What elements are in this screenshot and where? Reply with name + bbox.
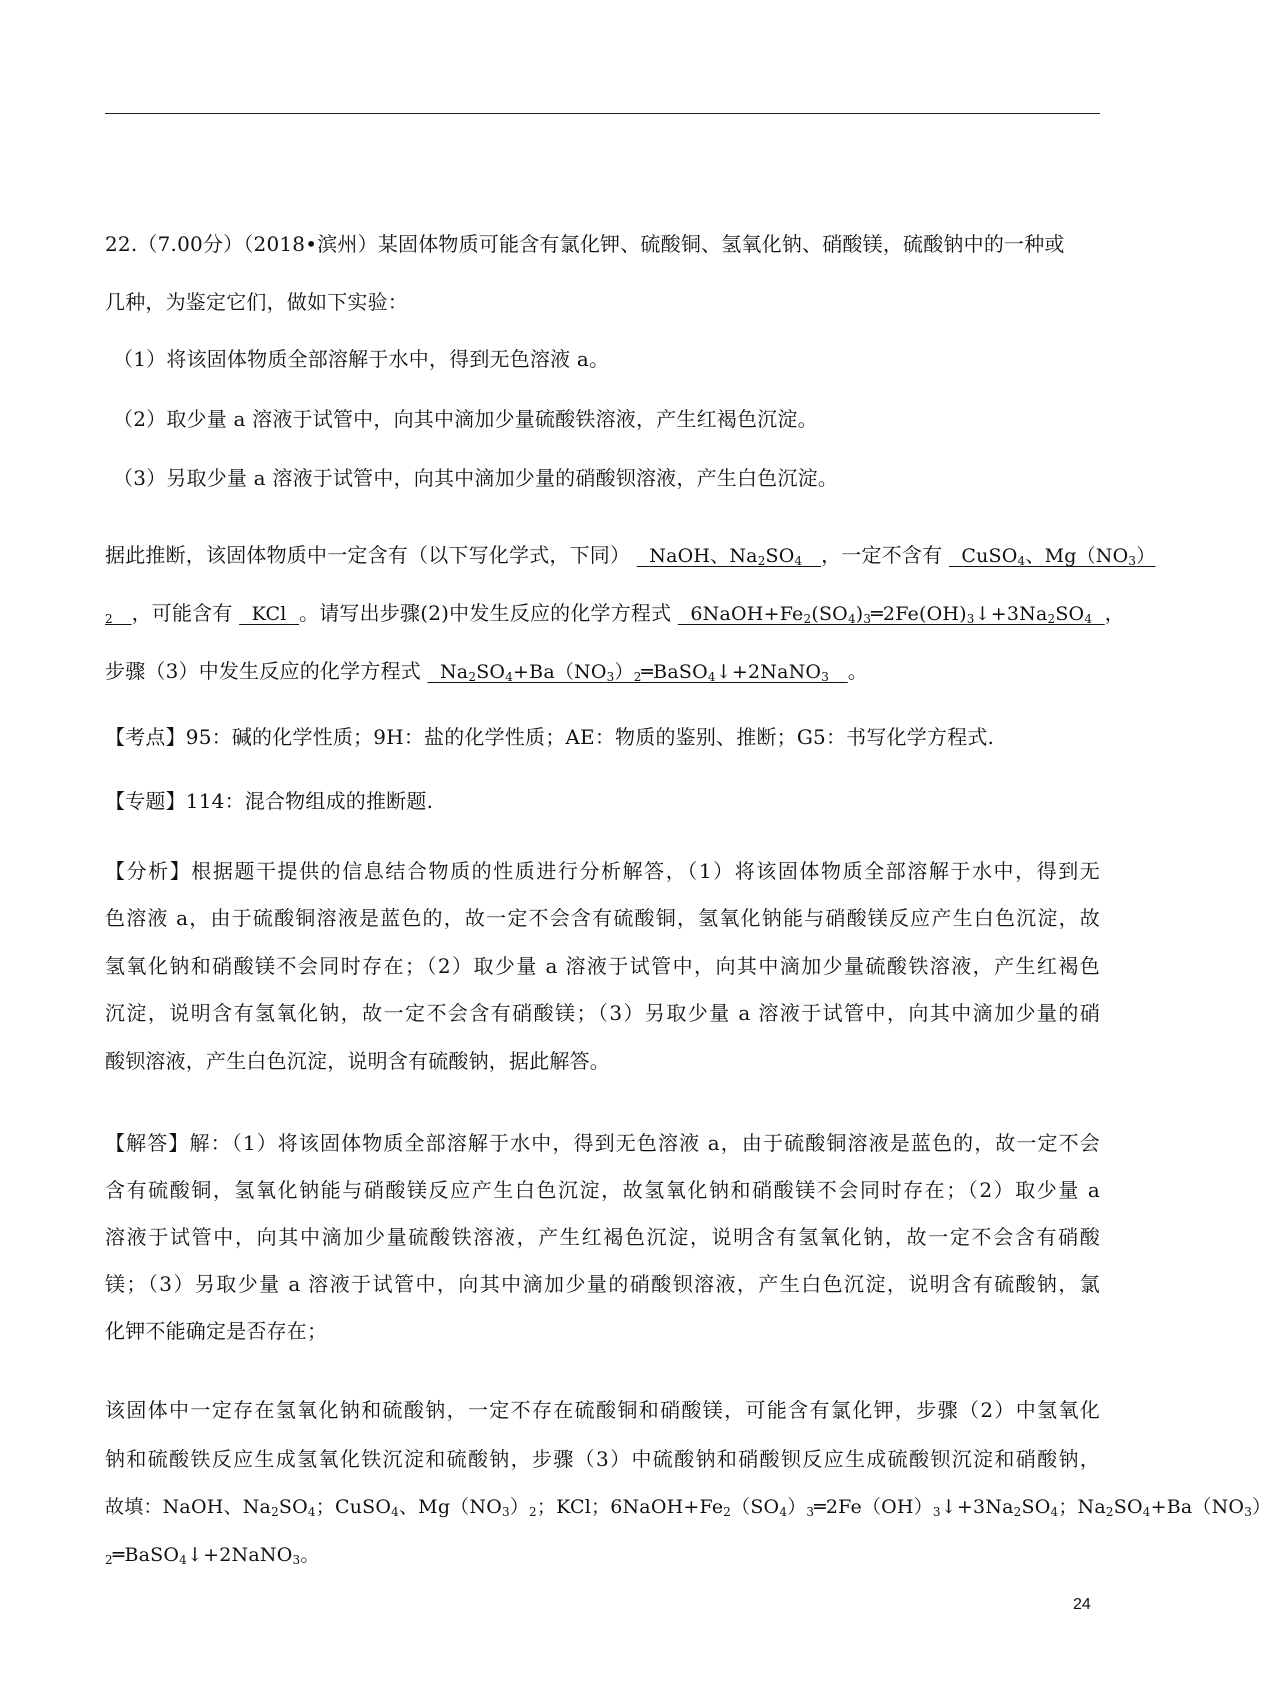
answer-possibly-contains: KCl	[251, 603, 287, 625]
question-step-1: （1）将该固体物质全部溶解于水中，得到无色溶液 a。	[113, 347, 610, 371]
inference-text: 据此推断，该固体物质中一定含有（以下写化学式，下同）	[105, 543, 631, 567]
answer-equation-step-2: $6NaOH+Fe_2(SO_4)_3═2Fe(OH)_3↓+3Na_2SO_4$	[690, 603, 1093, 626]
solution-line-4: 镁；（3）另取少量 a 溶液于试管中，向其中滴加少量的硝酸钡溶液，产生白色沉淀，说明含有硫酸钠，氯	[105, 1272, 1100, 1296]
analysis-line-5: 酸钡溶液，产生白色沉淀，说明含有硫酸钠，据此解答。	[105, 1049, 610, 1073]
kaodian-line: 【考点】95：碱的化学性质；9H：盐的化学性质；AE：物质的鉴别、推断；G5：书写化学方程式.	[105, 725, 995, 749]
answer-equation-step-3: $Na_2SO_4+Ba(NO_3)_2═BaSO_4↓+2NaNO_3$	[439, 661, 830, 684]
inference-text: 。请写出步骤(2)中发生反应的化学方程式	[299, 601, 672, 625]
question-step-2: （2）取少量 a 溶液于试管中，向其中滴加少量硫酸铁溶液，产生红褐色沉淀。	[113, 407, 818, 431]
question-stem-line-1: 22.（7.00分）（2018•滨州）某固体物质可能含有氯化钾、硫酸铜、氢氧化钠、硝酸镁，硫酸钠中的一种或	[105, 232, 1065, 256]
inference-text: 。	[847, 659, 868, 683]
inference-line-3	[105, 656, 1100, 687]
page-number: 24	[1073, 1596, 1091, 1613]
inference-line-2	[105, 598, 1125, 629]
inference-text: ，	[1104, 601, 1125, 625]
solution-line-3: 溶液于试管中，向其中滴加少量硫酸铁溶液，产生红褐色沉淀，说明含有氢氧化钠，故一定不会含有硝酸	[105, 1225, 1100, 1249]
fill-answer-line-2: $_2$═BaSO$_4$↓+2NaNO$_3$。	[105, 1544, 320, 1567]
fill-answer-line-1: 故填：NaOH、$Na_2SO_4$；CuSO$_4$、$Mg(NO_3)_2$；KCl；$6NaOH+Fe_2(SO_4)_3═2Fe(OH)_3↓+3Na_2SO_4$；$Na_2SO_4+Ba(NO_3)$	[105, 1496, 1271, 1519]
solution-line-2: 含有硫酸铜，氢氧化钠能与硝酸镁反应产生白色沉淀，故氢氧化钠和硝酸镁不会同时存在；（2）取少量 a	[105, 1178, 1100, 1202]
solution-line-5: 化钾不能确定是否存在；	[105, 1319, 328, 1343]
inference-text: 步骤（3）中发生反应的化学方程式	[105, 659, 421, 683]
answer-definitely-contains: NaOH、$Na_2SO_4$	[649, 545, 803, 568]
question-stem-line-2: 几种，为鉴定它们，做如下实验：	[105, 290, 408, 314]
conclusion-line-2: 钠和硫酸铁反应生成氢氧化铁沉淀和硫酸钠，步骤（3）中硫酸钠和硝酸钡反应生成硫酸钡沉淀和硝酸钠，	[105, 1447, 1100, 1471]
analysis-line-1: 【分析】根据题干提供的信息结合物质的性质进行分析解答，（1）将该固体物质全部溶解于水中，得到无	[105, 859, 1100, 883]
inference-line-1	[105, 540, 1156, 571]
solution-line-1: 【解答】解：（1）将该固体物质全部溶解于水中，得到无色溶液 a，由于硫酸铜溶液是蓝色的，故一定不会	[105, 1131, 1100, 1155]
analysis-line-4: 沉淀，说明含有氢氧化钠，故一定不会含有硝酸镁；（3）另取少量 a 溶液于试管中，向其中滴加少量的硝	[105, 1001, 1100, 1025]
answer-definitely-not-contains: CuSO$_4$、$Mg(NO_3)$	[961, 545, 1156, 568]
analysis-line-3: 氢氧化钠和硝酸镁不会同时存在；（2）取少量 a 溶液于试管中，向其中滴加少量硫酸铁溶液，产生红褐色	[105, 954, 1100, 978]
inference-text: ，一定不含有	[821, 543, 943, 567]
inference-text: ，可能含有	[131, 601, 233, 625]
zhuanti-line: 【专题】114：混合物组成的推断题.	[105, 789, 434, 813]
conclusion-line-1: 该固体中一定存在氢氧化钠和硫酸钠，一定不存在硫酸铜和硝酸镁，可能含有氯化钾，步骤（2）中氢氧化	[105, 1398, 1100, 1422]
analysis-line-2: 色溶液 a，由于硫酸铜溶液是蓝色的，故一定不会含有硫酸铜，氢氧化钠能与硝酸镁反应产生白色沉淀，故	[105, 906, 1100, 930]
question-step-3: （3）另取少量 a 溶液于试管中，向其中滴加少量的硝酸钡溶液，产生白色沉淀。	[113, 466, 838, 490]
answer-definitely-not-contains-cont: 2	[105, 612, 113, 626]
header-rule	[105, 113, 1100, 114]
